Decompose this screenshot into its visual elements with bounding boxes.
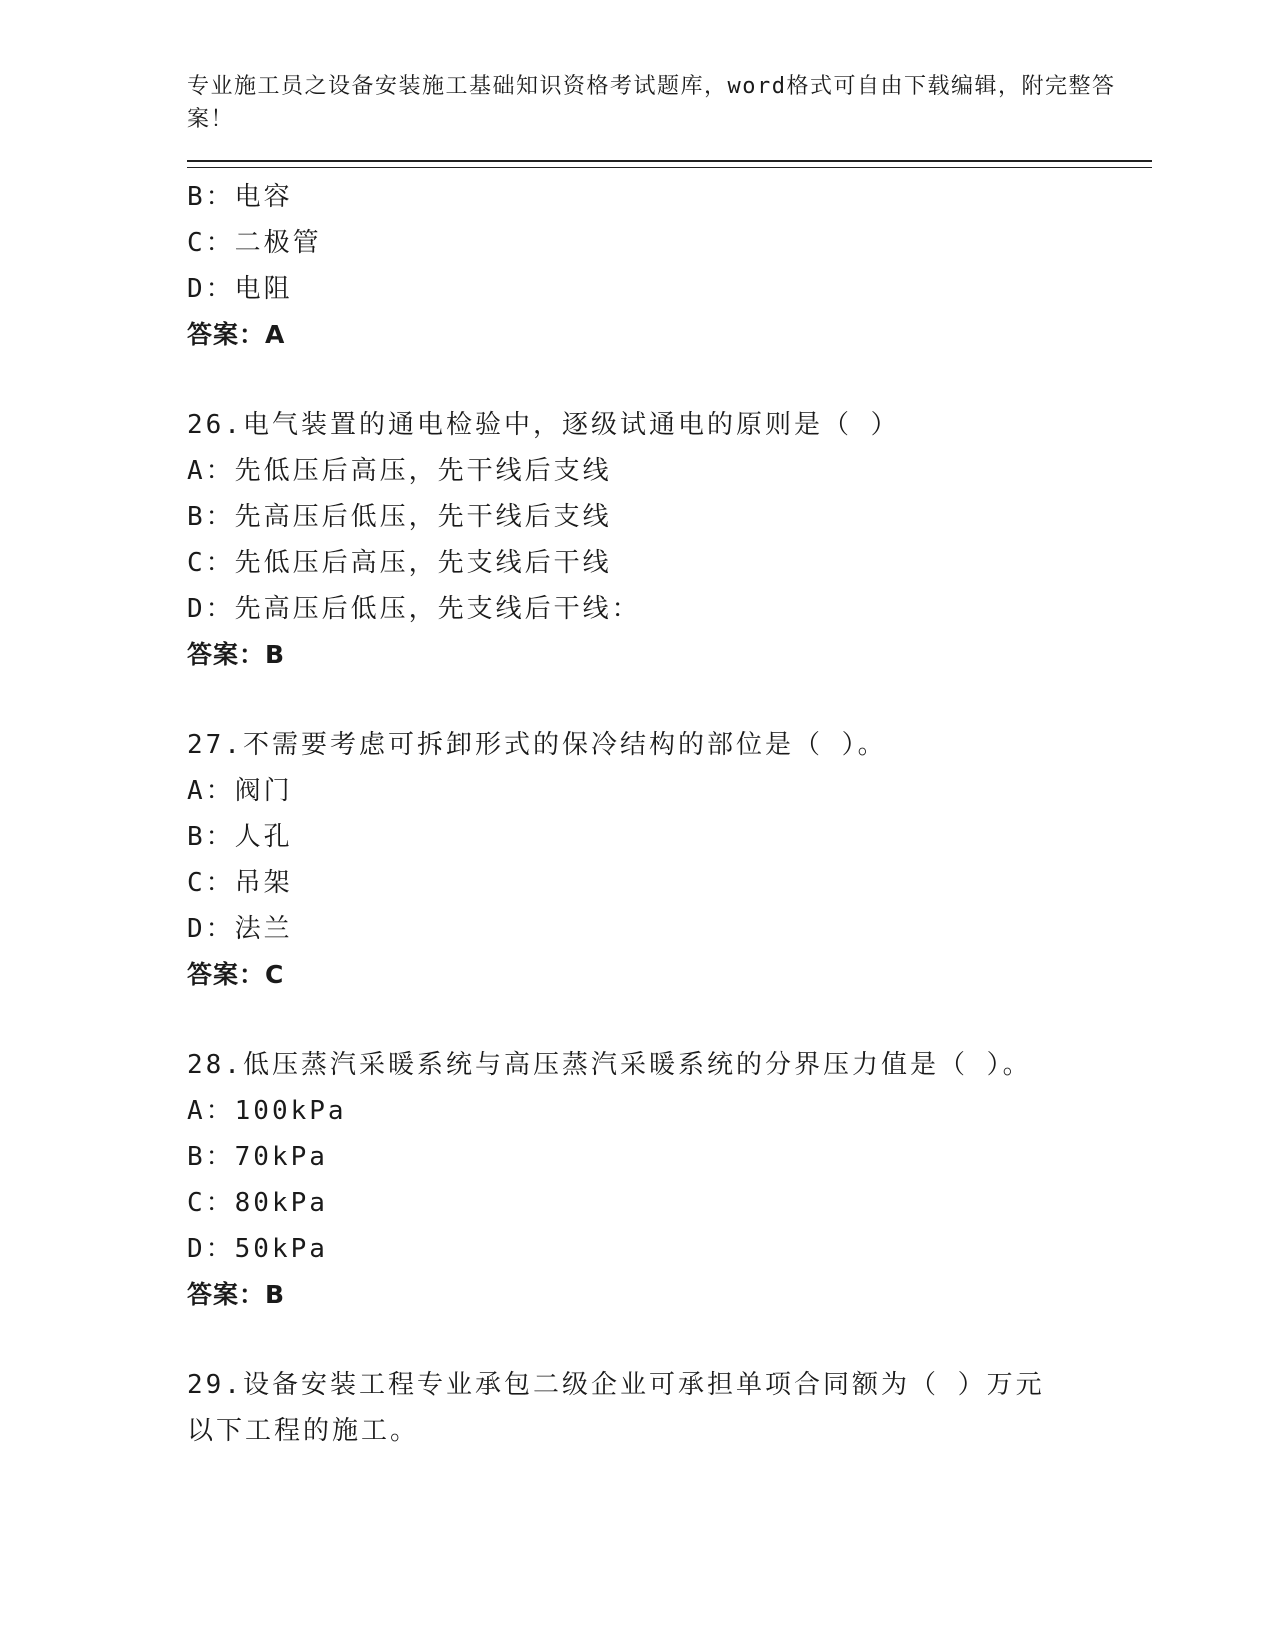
question-28 xyxy=(187,1042,1152,1318)
answer: 答案：B xyxy=(187,640,286,669)
question-text: 26.电气装置的通电检验中，逐级试通电的原则是（ ） xyxy=(187,410,900,440)
document-header: 专业施工员之设备安装施工基础知识资格考试题库，word格式可自由下载编辑，附完整答案！ xyxy=(187,74,1116,132)
question-27 xyxy=(187,722,1152,998)
option-c: C：先低压后高压，先支线后干线 xyxy=(187,548,612,578)
answer: 答案：A xyxy=(187,320,286,349)
option-b: B：70kPa xyxy=(187,1142,328,1172)
option-a: A：阀门 xyxy=(187,776,293,806)
question-29 xyxy=(187,1362,1152,1454)
question-text: 29.设备安装工程专业承包二级企业可承担单项合同额为（ ）万元以下工程的施工。 xyxy=(187,1370,1045,1446)
option-c: C：80kPa xyxy=(187,1188,328,1218)
option-d: D：电阻 xyxy=(187,274,293,304)
answer: 答案：B xyxy=(187,1280,286,1309)
document-page xyxy=(187,70,1152,1454)
question-text: 28.低压蒸汽采暖系统与高压蒸汽采暖系统的分界压力值是（ ）。 xyxy=(187,1050,1032,1080)
option-c: C：二极管 xyxy=(187,228,322,258)
question-26 xyxy=(187,402,1152,678)
prev-question-block xyxy=(187,174,1152,358)
option-d: D：法兰 xyxy=(187,914,293,944)
header-divider xyxy=(187,160,1152,168)
option-b: B：电容 xyxy=(187,182,293,212)
option-b: B：先高压后低压，先干线后支线 xyxy=(187,502,612,532)
option-d: D：先高压后低压，先支线后干线： xyxy=(187,594,641,624)
option-b: B：人孔 xyxy=(187,822,293,852)
answer: 答案：C xyxy=(187,960,285,989)
option-a: A：先低压后高压，先干线后支线 xyxy=(187,456,612,486)
option-c: C：吊架 xyxy=(187,868,293,898)
question-text: 27.不需要考虑可拆卸形式的保冷结构的部位是（ ）。 xyxy=(187,730,887,760)
option-a: A：100kPa xyxy=(187,1096,347,1126)
option-d: D：50kPa xyxy=(187,1234,328,1264)
